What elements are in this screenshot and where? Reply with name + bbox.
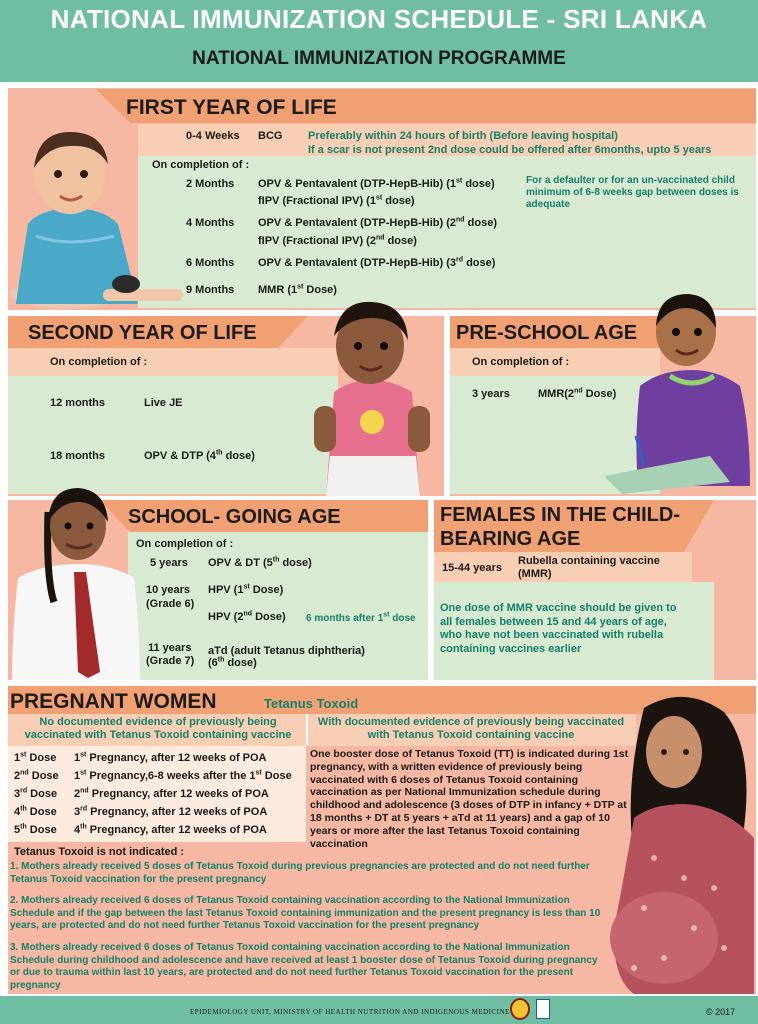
first-year-on-completion: On completion of : [152,159,250,171]
3-years-vaccine: MMR(2nd Dose) [538,387,617,400]
pregnant-woman-photo [604,688,756,994]
m9-vaccine: MMR (1st Dose) [258,283,337,296]
page-subtitle: NATIONAL IMMUNIZATION PROGRAMME [192,48,566,69]
preschool-title: PRE-SCHOOL AGE [456,322,638,344]
5-years-age: 5 years [150,557,188,569]
emblem-logo [510,998,530,1020]
baby-photo [8,124,188,310]
18-months-age: 18 months [50,450,106,462]
11-years-vaccine: aTd (adult Tetanus diphtheria) [208,645,365,657]
not-indicated-point-2: 2. Mothers already received 6 doses of Tetanus Toxoid containing vaccination according to the National Immunization Schedule and if the gap between the last Tetanus Toxoid containing immunization and the present pregnancy is less than 10 years, are protected and do not need further Tetanus Toxoid vaccination for the present pregnancy [10,895,601,931]
11-years-dose: (6th dose) [208,656,257,669]
bcg-age: 0-4 Weeks [186,130,240,142]
boy-photo [600,286,756,494]
females-vaccine-line-1: Rubella containing vaccine [518,555,660,567]
dose-2-label: 2nd Dose [14,769,59,782]
m2-age: 2 Months [186,178,235,190]
10-years-age: 10 years [146,584,191,596]
page-title: NATIONAL IMMUNIZATION SCHEDULE - SRI LANKA [50,4,708,34]
hpv-2-vaccine: HPV (2nd Dose) [208,610,286,623]
5-years-vaccine: OPV & DT (5th dose) [208,556,312,569]
11-years-grade: (Grade 7) [146,655,195,667]
not-indicated-point-1: 1. Mothers already received 5 doses of Tetanus Toxoid during previous pregnancies are protected and do not need further Tetanus Toxoid vaccination for the present pregnancy [10,861,590,885]
not-indicated-title: Tetanus Toxoid is not indicated : [14,846,185,858]
dose-4-label: 4th Dose [14,805,57,818]
females-title-line-1: FEMALES IN THE CHILD- [440,504,680,526]
11-years-age: 11 years [148,642,192,654]
hpv-1-vaccine: HPV (1st Dose) [208,583,284,596]
school-on-completion: On completion of : [136,538,234,550]
toddler-photo [300,296,444,496]
pregnant-subtitle: Tetanus Toxoid [264,696,359,711]
dose-5-when: 4th Pregnancy, after 12 weeks of POA [74,823,267,836]
dose-1-label: 1st Dose [14,751,57,764]
10-years-grade: (Grade 6) [146,598,195,610]
second-year-on-completion: On completion of : [50,356,148,368]
school-title: SCHOOL- GOING AGE [128,506,341,528]
left-header: No documented evidence of previously being vaccinated with Tetanus Toxoid containing vaccine [24,716,292,741]
header-banner [0,0,758,82]
3-years-age: 3 years [472,388,510,400]
m4-age: 4 Months [186,217,235,229]
females-vaccine-line-2: (MMR) [518,568,552,580]
12-months-vaccine: Live JE [144,397,183,409]
second-year-content [8,376,338,494]
dose-4-when: 3rd Pregnancy, after 12 weeks of POA [74,805,268,818]
females-age: 15-44 years [442,562,502,574]
females-note: One dose of MMR vaccine should be given to all females between 15 and 44 years of age, who have not been vaccinated with rubella containing vaccines earlier [440,602,677,655]
dose-2-when: 1st Pregnancy,6-8 weeks after the 1st Dose [74,769,292,782]
dose-3-when: 2nd Pregnancy, after 12 weeks of POA [74,787,269,800]
footer-copyright: © 2017 [706,1007,736,1017]
m6-vaccine-1: OPV & Pentavalent (DTP-HepB-Hib) (3rd dose) [258,256,496,269]
m9-age: 9 Months [186,284,235,296]
dose-5-label: 5th Dose [14,823,57,836]
schoolgirl-photo [8,482,142,680]
defaulter-note: For a defaulter or for an un-vaccinated child minimum of 6-8 weeks gap between doses is adequate [526,175,739,210]
epid-logo [536,999,550,1019]
hpv-2-note: 6 months after 1st dose [306,611,416,624]
m4-vaccine-2: fIPV (Fractional IPV) (2nd dose) [258,234,417,247]
m4-vaccine-1: OPV & Pentavalent (DTP-HepB-Hib) (2nd dose) [258,216,497,229]
females-title-line-2: BEARING AGE [440,528,581,550]
m6-age: 6 Months [186,257,235,269]
right-header: With documented evidence of previously being vaccinated with Tetanus Toxoid containing vaccine [317,716,625,741]
first-year-title: FIRST YEAR OF LIFE [126,96,337,119]
dose-3-label: 3rd Dose [14,787,58,800]
m2-vaccine-1: OPV & Pentavalent (DTP-HepB-Hib) (1st dose) [258,177,495,190]
preschool-on-completion: On completion of : [472,356,570,368]
pregnant-title: PREGNANT WOMEN [10,690,217,713]
footer-org: EPIDEMIOLOGY UNIT, MINISTRY OF HEALTH NUTRITION AND INDIGENOUS MEDICINE [190,1008,510,1016]
18-months-vaccine: OPV & DTP (4th dose) [144,449,255,462]
dose-1-when: 1st Pregnancy, after 12 weeks of POA [74,751,267,764]
bcg-note-1: Preferably within 24 hours of birth (Before leaving hospital) [308,130,618,142]
bcg-note-2: If a scar is not present 2nd dose could be offered after 6months, upto 5 years [308,144,712,156]
not-indicated-point-3: 3. Mothers already received 6 doses of Tetanus Toxoid containing vaccination according to the National Immunization Schedule during childhood and adolescence and have received at least 1 booster dose of Tetanus Toxoid during pregnancy or due to trauma within last 10 years, are protected and do not need further Tetanus Toxoid vaccination for the present pregnancy [10,942,598,991]
booster-text: One booster dose of Tetanus Toxoid (TT) is indicated during 1st pregnancy, with a written evidence of previously being vaccinated with 6 doses of Tetanus Toxoid containing vaccination as per National Immunization schedule during childhood and adolescence (3 doses of DTP in infancy + DTP at 18 months + DT at 5 years + aTd at 11 years) and a gap of 10 years or more after the last Tetanus Toxoid containing vaccination [310,748,629,850]
bcg-vaccine: BCG [258,130,283,142]
12-months-age: 12 months [50,397,106,409]
second-year-title: SECOND YEAR OF LIFE [28,322,257,344]
m2-vaccine-2: fIPV (Fractional IPV) (1st dose) [258,194,415,207]
